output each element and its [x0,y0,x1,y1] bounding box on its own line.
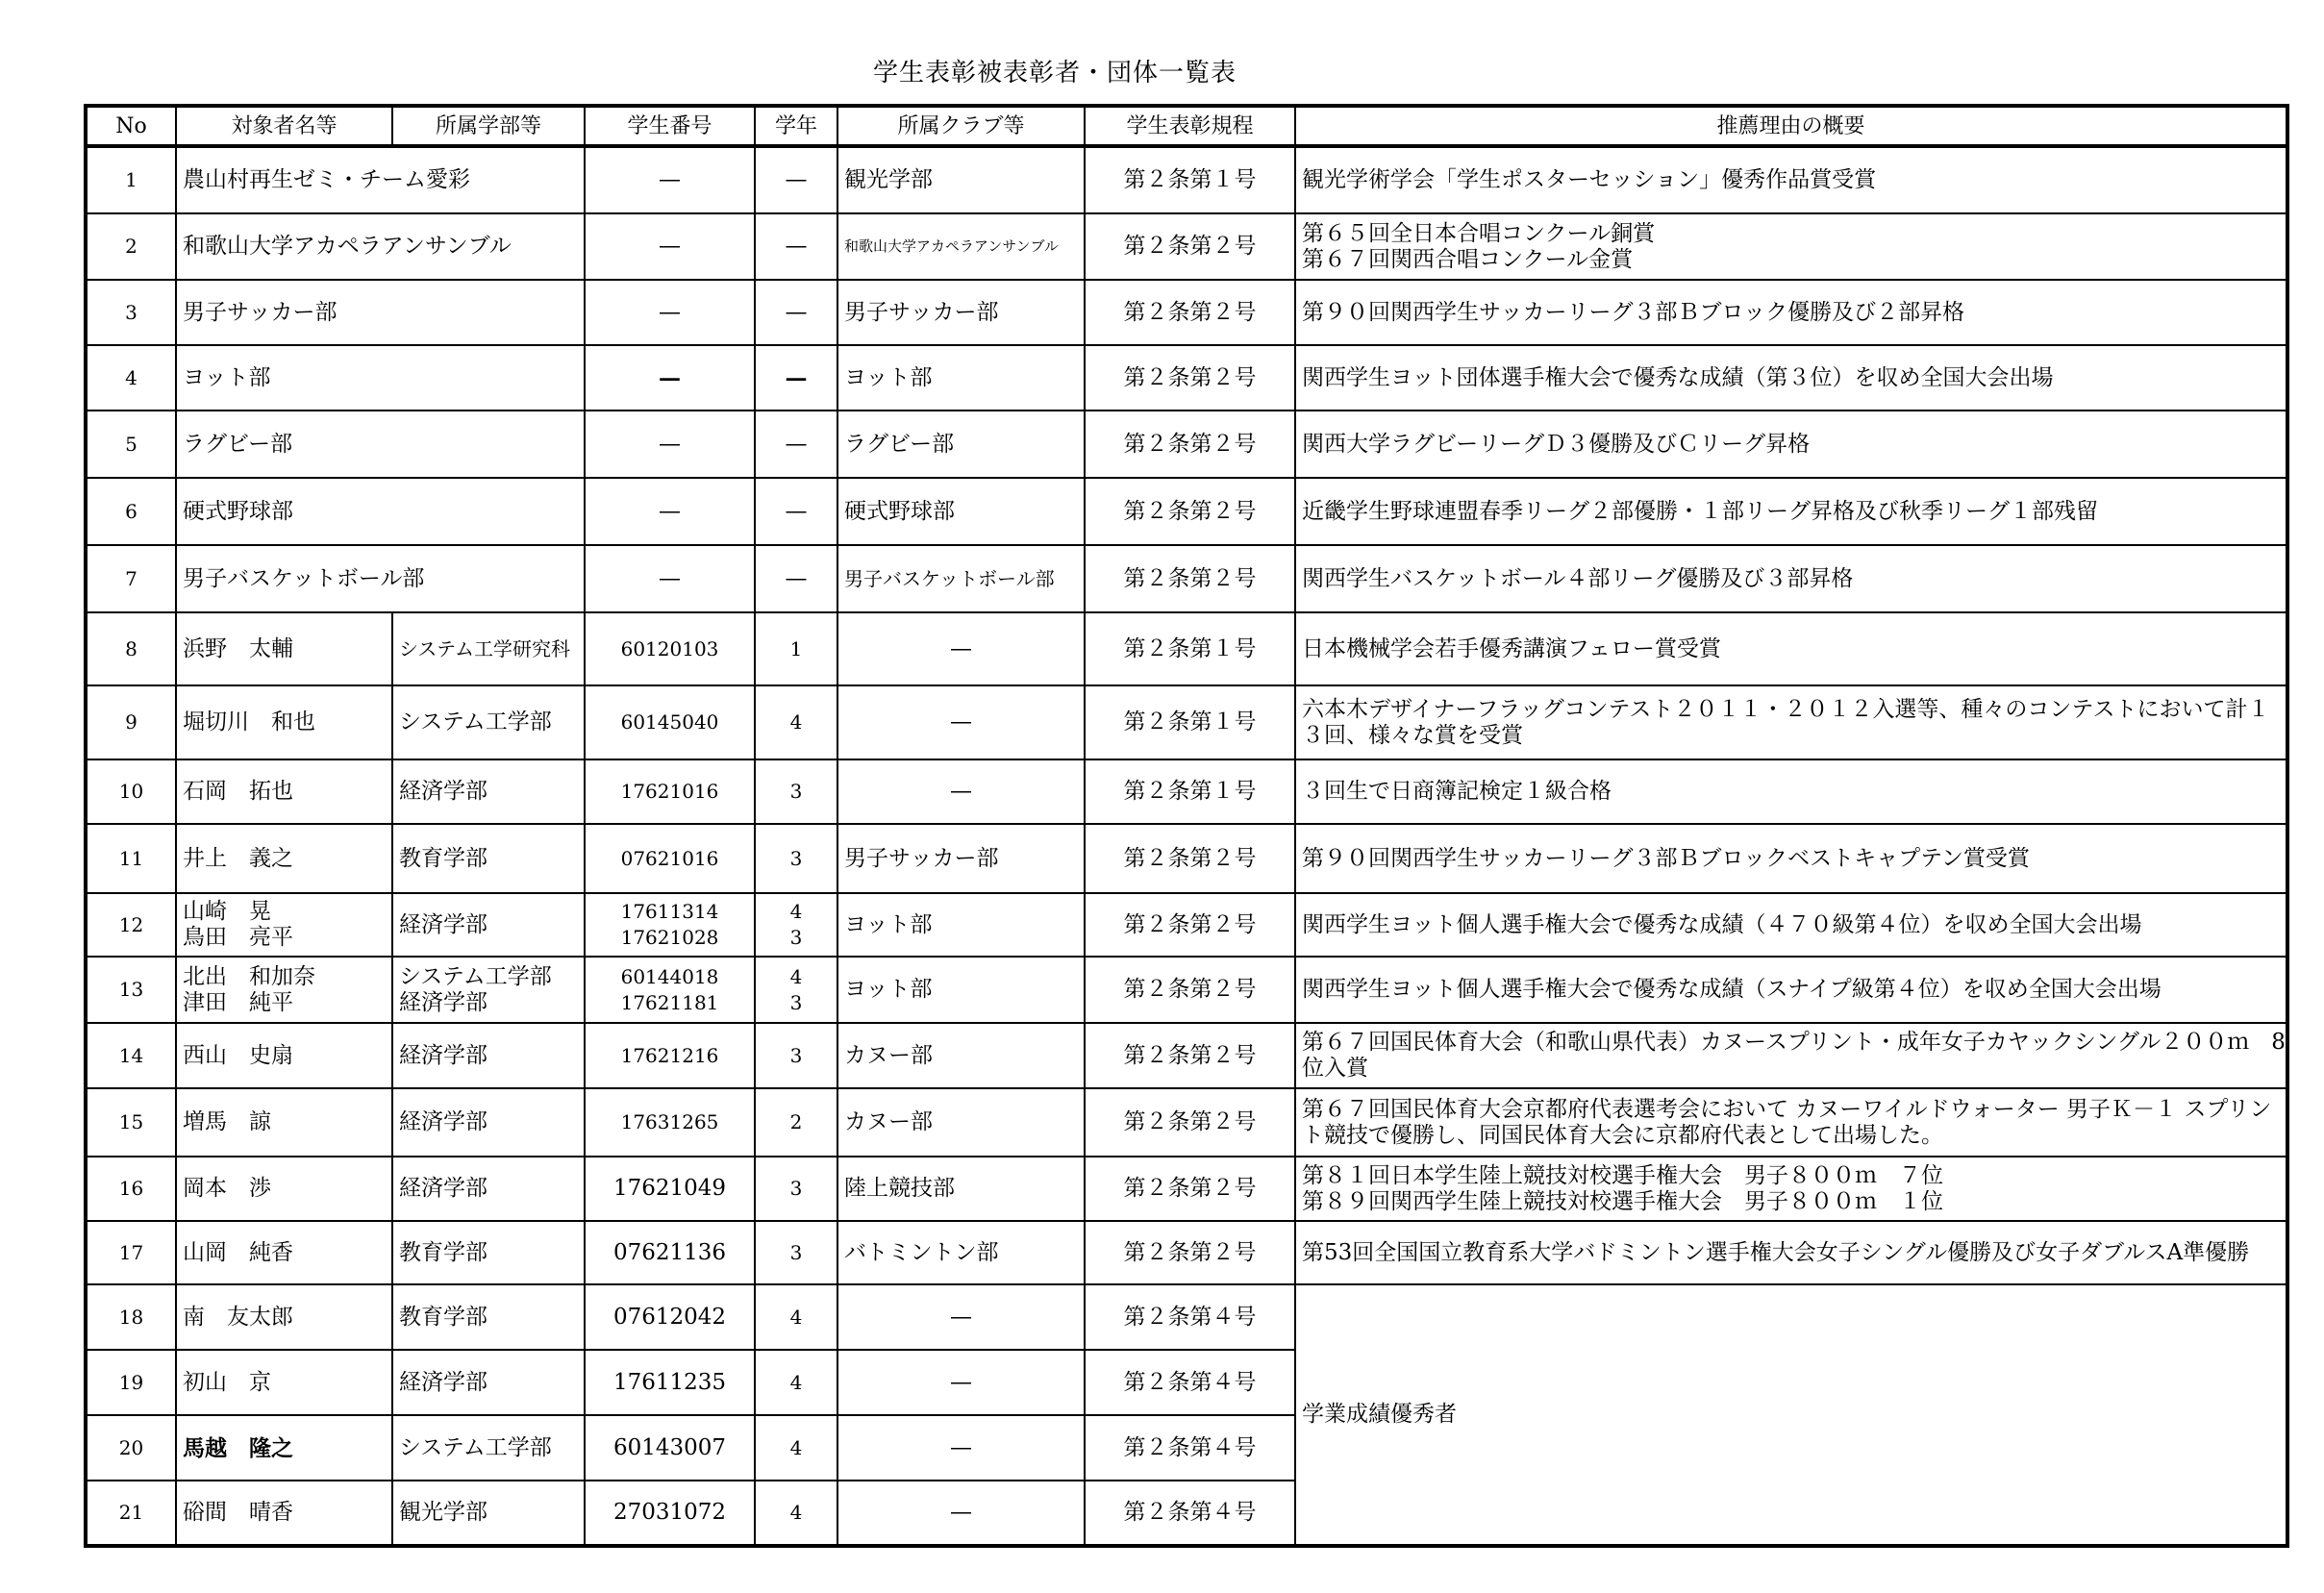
table-row [86,478,2287,545]
row-faculty: 経済学部 [392,1157,585,1221]
row-student-id: 07612042 [585,1284,755,1350]
row-faculty: 経済学部 [392,759,585,824]
row-rule: 第２条第１号 [1085,146,1295,213]
row-student-id: — [585,478,755,545]
row-student-id: 60143007 [585,1415,755,1481]
table-row [86,824,2287,893]
row-rule: 第２条第４号 [1085,1481,1295,1546]
row-rule: 第２条第２号 [1085,478,1295,545]
row-reason: 第６７回国民体育大会京都府代表選考会において カヌーワイルドウォーター 男子Ｋ－１ スプリント競技で優勝し、同国民体育大会に京都府代表として出場した。 [1295,1088,2287,1157]
row-faculty: 教育学部 [392,1284,585,1350]
row-name: 硬式野球部 [176,478,585,545]
row-student-id: 27031072 [585,1481,755,1546]
row-name: 浜野 太輔 [176,612,392,685]
table-row [86,146,2287,213]
document-title: 学生表彰被表彰者・団体一覧表 [873,59,1237,87]
row-club: — [837,1481,1085,1546]
row-name: 初山 京 [176,1350,392,1415]
row-no: 8 [86,612,176,685]
row-year: — [755,545,837,612]
row-student-id: 60145040 [585,685,755,759]
table-row [86,1023,2287,1088]
table-row [86,1157,2287,1221]
row-reason: 近畿学生野球連盟春季リーグ２部優勝・１部リーグ昇格及び秋季リーグ１部残留 [1295,478,2287,545]
row-club: カヌー部 [837,1023,1085,1088]
row-rule: 第２条第１号 [1085,759,1295,824]
row-year: — [755,280,837,345]
row-name: 山岡 純香 [176,1221,392,1284]
awards-table [84,104,2289,1548]
row-no: 4 [86,345,176,411]
row-rule: 第２条第２号 [1085,957,1295,1023]
row-reason: 第６７回国民体育大会（和歌山県代表）カヌースプリント・成年女子カヤックシングル２００ｍ 8位入賞 [1295,1023,2287,1088]
row-name: 井上 義之 [176,824,392,893]
row-faculty: システム工学部 [392,685,585,759]
row-no: 9 [86,685,176,759]
row-reason: ３回生で日商簿記検定１級合格 [1295,759,2287,824]
row-rule: 第２条第２号 [1085,1088,1295,1157]
row-no: 14 [86,1023,176,1088]
row-club: — [837,1350,1085,1415]
row-name: 和歌山大学アカペラアンサンブル [176,213,585,280]
row-club: 和歌山大学アカペラアンサンブル [837,213,1085,280]
row-no: 10 [86,759,176,824]
row-rule: 第２条第２号 [1085,824,1295,893]
table-row [86,685,2287,759]
row-rule: 第２条第４号 [1085,1350,1295,1415]
row-name: 馬越 隆之 [176,1415,392,1481]
row-no: 1 [86,146,176,213]
header-rule: 学生表彰規程 [1085,106,1295,146]
row-year: — [755,345,837,411]
row-reason: 第53回全国国立教育系大学バドミントン選手権大会女子シングル優勝及び女子ダブルスA準優勝 [1295,1221,2287,1284]
row-club: 男子サッカー部 [837,824,1085,893]
row-name: 硲間 晴香 [176,1481,392,1546]
row-name: ヨット部 [176,345,585,411]
row-club: ヨット部 [837,345,1085,411]
row-reason: 関西学生ヨット個人選手権大会で優秀な成績（スナイプ級第４位）を収め全国大会出場 [1295,957,2287,1023]
row-no: 18 [86,1284,176,1350]
row-name: 農山村再生ゼミ・チーム愛彩 [176,146,585,213]
row-student-id: 17621216 [585,1023,755,1088]
row-year: 3 [755,1023,837,1088]
table-row [86,893,2287,957]
row-year: 4 [755,1350,837,1415]
row-year: 4 [755,1284,837,1350]
table-row [86,545,2287,612]
row-reason: 関西大学ラグビーリーグＤ３優勝及びＣリーグ昇格 [1295,411,2287,478]
row-rule: 第２条第４号 [1085,1415,1295,1481]
row-year: 4 [755,685,837,759]
row-club: ラグビー部 [837,411,1085,478]
row-name: 岡本 渉 [176,1157,392,1221]
row-no: 3 [86,280,176,345]
row-faculty: システム工学部 [392,1415,585,1481]
row-faculty: システム工学研究科 [392,612,585,685]
row-faculty: 経済学部 [392,1350,585,1415]
row-rule: 第２条第４号 [1085,1284,1295,1350]
row-student-id: 17611314 17621028 [585,893,755,957]
row-rule: 第２条第２号 [1085,893,1295,957]
row-rule: 第２条第２号 [1085,1157,1295,1221]
row-faculty: 経済学部 [392,893,585,957]
row-rule: 第２条第２号 [1085,1221,1295,1284]
row-student-id: — [585,146,755,213]
row-club: — [837,612,1085,685]
table-row [86,411,2287,478]
row-name: 西山 史扇 [176,1023,392,1088]
row-student-id: — [585,213,755,280]
header-faculty: 所属学部等 [392,106,585,146]
row-name: 男子バスケットボール部 [176,545,585,612]
row-year: 3 [755,824,837,893]
row-faculty: 教育学部 [392,1221,585,1284]
row-club: 陸上競技部 [837,1157,1085,1221]
row-club: 男子バスケットボール部 [837,545,1085,612]
row-reason: 観光学術学会「学生ポスターセッション」優秀作品賞受賞 [1295,146,2287,213]
row-student-id: 17621049 [585,1157,755,1221]
header-reason: 推薦理由の概要 [1295,106,2287,146]
row-club: — [837,685,1085,759]
row-student-id: — [585,411,755,478]
row-no: 7 [86,545,176,612]
row-reason: 日本機械学会若手優秀講演フェロー賞受賞 [1295,612,2287,685]
row-rule: 第２条第１号 [1085,685,1295,759]
table-row [86,1221,2287,1284]
header-club: 所属クラブ等 [837,106,1085,146]
row-reason: 第９０回関西学生サッカーリーグ３部Ｂブロックベストキャプテン賞受賞 [1295,824,2287,893]
row-student-id: 17621016 [585,759,755,824]
row-name: 増馬 諒 [176,1088,392,1157]
row-no: 19 [86,1350,176,1415]
row-rule: 第２条第２号 [1085,345,1295,411]
row-student-id: 17631265 [585,1088,755,1157]
table-row [86,345,2287,411]
row-name: 堀切川 和也 [176,685,392,759]
header-no: No [86,106,176,146]
row-name: 山崎 晃 鳥田 亮平 [176,893,392,957]
header-row [86,106,2287,146]
table-row [86,612,2287,685]
table-row [86,213,2287,280]
row-student-id: — [585,345,755,411]
row-no: 11 [86,824,176,893]
row-year: 4 [755,1481,837,1546]
row-club: ヨット部 [837,893,1085,957]
row-reason: 関西学生ヨット個人選手権大会で優秀な成績（４７０級第４位）を収め全国大会出場 [1295,893,2287,957]
row-club: 硬式野球部 [837,478,1085,545]
row-rule: 第２条第２号 [1085,213,1295,280]
header-name: 対象者名等 [176,106,392,146]
row-student-id: — [585,545,755,612]
row-student-id: — [585,280,755,345]
row-no: 5 [86,411,176,478]
row-year: 4 3 [755,893,837,957]
table-row [86,759,2287,824]
row-student-id: 17611235 [585,1350,755,1415]
row-no: 15 [86,1088,176,1157]
row-student-id: 07621016 [585,824,755,893]
row-faculty: 経済学部 [392,1023,585,1088]
row-year: — [755,213,837,280]
row-club: 観光学部 [837,146,1085,213]
row-reason: 関西学生ヨット団体選手権大会で優秀な成績（第３位）を収め全国大会出場 [1295,345,2287,411]
row-rule: 第２条第２号 [1085,545,1295,612]
table-row [86,957,2287,1023]
row-no: 12 [86,893,176,957]
row-no: 13 [86,957,176,1023]
row-year: — [755,411,837,478]
row-student-id: 60120103 [585,612,755,685]
header-year: 学年 [755,106,837,146]
row-reason: 関西学生バスケットボール４部リーグ優勝及び３部昇格 [1295,545,2287,612]
row-club: カヌー部 [837,1088,1085,1157]
row-reason: 第９０回関西学生サッカーリーグ３部Ｂブロック優勝及び２部昇格 [1295,280,2287,345]
row-name: ラグビー部 [176,411,585,478]
table-row [86,1088,2287,1157]
row-no: 2 [86,213,176,280]
row-year: — [755,146,837,213]
row-student-id: 60144018 17621181 [585,957,755,1023]
table-row [86,1284,2287,1350]
header-student-id: 学生番号 [585,106,755,146]
row-year: 4 [755,1415,837,1481]
row-year: 1 [755,612,837,685]
row-faculty: 経済学部 [392,1088,585,1157]
row-no: 21 [86,1481,176,1546]
row-year: — [755,478,837,545]
row-faculty: システム工学部 経済学部 [392,957,585,1023]
row-no: 16 [86,1157,176,1221]
row-no: 17 [86,1221,176,1284]
row-club: 男子サッカー部 [837,280,1085,345]
row-club: — [837,1284,1085,1350]
table-row [86,280,2287,345]
row-student-id: 07621136 [585,1221,755,1284]
row-year: 3 [755,1157,837,1221]
row-rule: 第２条第２号 [1085,411,1295,478]
row-faculty: 教育学部 [392,824,585,893]
row-name: 男子サッカー部 [176,280,585,345]
row-club: — [837,1415,1085,1481]
row-reason-merged: 学業成績優秀者 [1295,1284,2287,1546]
row-year: 4 3 [755,957,837,1023]
row-name: 北出 和加奈 津田 純平 [176,957,392,1023]
row-faculty: 観光学部 [392,1481,585,1546]
row-club: バトミントン部 [837,1221,1085,1284]
row-no: 6 [86,478,176,545]
row-club: — [837,759,1085,824]
row-club: ヨット部 [837,957,1085,1023]
row-year: 3 [755,1221,837,1284]
row-year: 3 [755,759,837,824]
row-name: 南 友太郎 [176,1284,392,1350]
row-name: 石岡 拓也 [176,759,392,824]
row-rule: 第２条第２号 [1085,280,1295,345]
row-year: 2 [755,1088,837,1157]
row-rule: 第２条第２号 [1085,1023,1295,1088]
row-reason: 第８１回日本学生陸上競技対校選手権大会 男子８００ｍ ７位 第８９回関西学生陸上競技対校選手権大会 男子８００ｍ １位 [1295,1157,2287,1221]
row-reason: 第６５回全日本合唱コンクール銅賞 第６７回関西合唱コンクール金賞 [1295,213,2287,280]
row-rule: 第２条第１号 [1085,612,1295,685]
row-reason: 六本木デザイナーフラッグコンテスト２０１１・２０１２入選等、種々のコンテストにおいて計１３回、様々な賞を受賞 [1295,685,2287,759]
row-no: 20 [86,1415,176,1481]
